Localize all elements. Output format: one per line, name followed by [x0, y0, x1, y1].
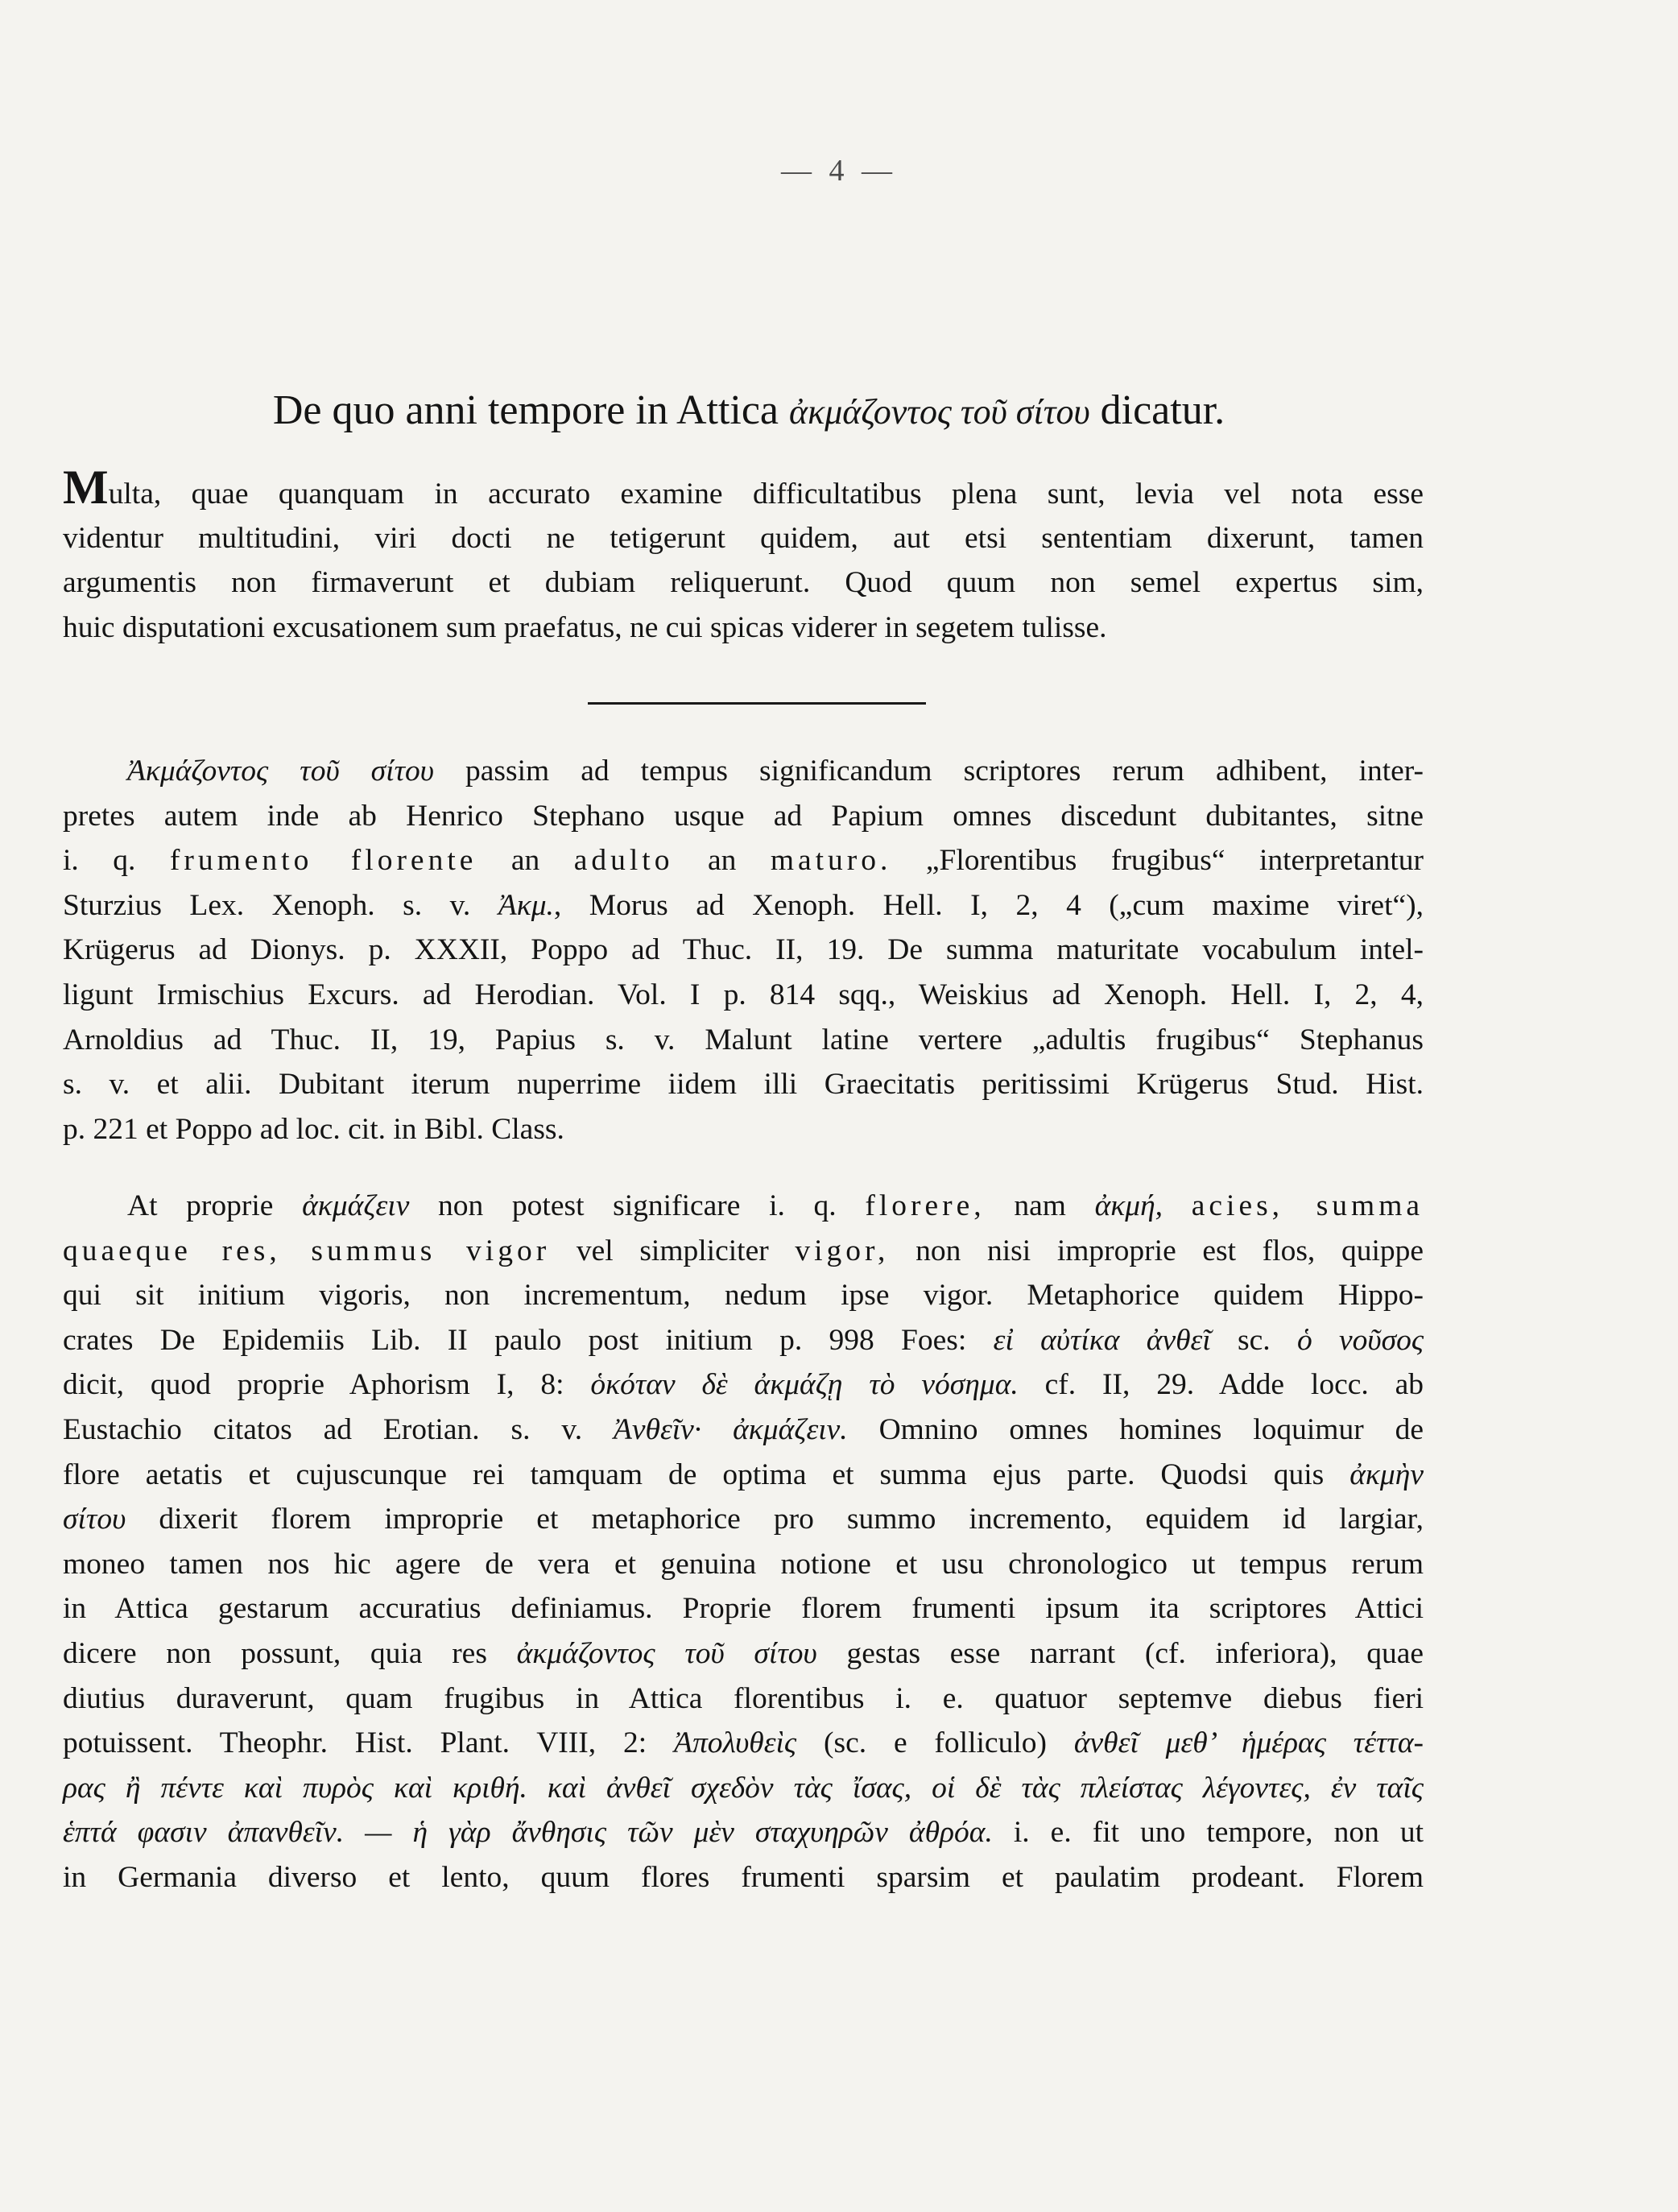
intro-paragraph — [63, 461, 1424, 650]
text-line: in Attica gestarum accuratius definiamus. Proprie florem frumenti ipsum ita scriptores Attici — [63, 1592, 1424, 1626]
section-title — [137, 385, 1361, 438]
text-line: s. v. et alii. Dubitant iterum nuperrime iidem illi Graecitatis peritissimi Krügerus Stud. Hist. — [63, 1068, 1424, 1102]
text-line: moneo tamen nos hic agere de vera et genuina notione et usu chronologico ut tempus rerum — [63, 1547, 1424, 1581]
title-suffix: dicatur. — [1100, 387, 1225, 433]
paragraph-1 — [63, 749, 1424, 1151]
text-line: Eustachio citatos ad Erotian. s. v. Ἀνθεῖν· ἀκμάζειν. Omnino omnes homines loquimur de — [63, 1412, 1424, 1446]
text-line: diutius duraverunt, quam frugibus in Attica florentibus i. e. quatuor septemve diebus fieri — [63, 1681, 1424, 1715]
text-line: videntur multitudini, viri docti ne tetigerunt quidem, aut etsi sententiam dixerunt, tamen — [63, 521, 1424, 555]
title-greek: ἀκμάζοντος τοῦ σίτου — [789, 392, 1090, 432]
text-line: quaeque res, summus vigor vel simpliciter vigor, non nisi improprie est flos, quippe — [63, 1234, 1424, 1267]
text-line: Arnoldius ad Thuc. II, 19, Papius s. v. Malunt latine vertere „adultis frugibus“ Stephanus — [63, 1023, 1424, 1056]
text-line: dicere non possunt, quia res ἀκμάζοντος τοῦ σίτου gestas esse narrant (cf. inferiora), quae — [63, 1636, 1424, 1670]
text-line: flore aetatis et cujuscunque rei tamquam de optima et summa ejus parte. Quodsi quis ἀκμὴν — [63, 1457, 1424, 1491]
text-line: i. q. frumento florente an adulto an maturo. „Florentibus frugibus“ interpretantur — [63, 844, 1424, 878]
title-prefix: De quo anni tempore in Attica — [272, 387, 779, 433]
text-line: in Germania diverso et lento, quum flores frumenti sparsim et paulatim prodeant. Florem — [63, 1860, 1424, 1894]
separator-rule — [588, 702, 926, 705]
text-line: ρας ἢ πέντε καὶ πυρὸς καὶ κριθή. καὶ ἀνθεῖ σχεδὸν τὰς ἴσας, οἱ δὲ τὰς πλείστας λέγοντες, ἐν ταῖς — [63, 1771, 1424, 1805]
text-line: Multa, quae quanquam in accurato examine difficultatibus plena sunt, levia vel nota esse — [63, 461, 1424, 514]
text-line: ligunt Irmischius Excurs. ad Herodian. Vol. I p. 814 sqq., Weiskius ad Xenoph. Hell. I, 2, 4, — [63, 978, 1424, 1011]
drop-cap: M — [63, 461, 109, 514]
text-line: Krügerus ad Dionys. p. XXXII, Poppo ad Thuc. II, 19. De summa maturitate vocabulum intel- — [63, 933, 1424, 967]
text-line: crates De Epidemiis Lib. II paulo post initium p. 998 Foes: εἰ αὐτίκα ἀνθεῖ sc. ὁ νοῦσος — [63, 1323, 1424, 1357]
text-line: p. 221 et Poppo ad loc. cit. in Bibl. Class. — [63, 1112, 564, 1146]
page-number: — 4 — — [781, 154, 897, 188]
text-line: σίτου dixerit florem improprie et metaphorice pro summo incremento, equidem id largiar, — [63, 1503, 1424, 1536]
text-line: huic disputationi excusationem sum praefatus, ne cui spicas viderer in segetem tulisse. — [63, 610, 1107, 644]
text-line: Sturzius Lex. Xenoph. s. v. Ἀκμ., Morus ad Xenoph. Hell. I, 2, 4 („cum maxime viret“), — [63, 888, 1424, 922]
text-line: At proprie ἀκμάζειν non potest significare i. q. florere, nam ἀκμή, acies, summa — [127, 1189, 1424, 1222]
text-line: argumentis non firmaverunt et dubiam reliquerunt. Quod quum non semel expertus sim, — [63, 566, 1424, 600]
text-line: dicit, quod proprie Aphorism I, 8: ὁκόταν δὲ ἀκμάζῃ τὸ νόσημα. cf. II, 29. Adde locc. ab — [63, 1368, 1424, 1402]
text-line: ἑπτά φασιν ἀπανθεῖν. — ἡ γὰρ ἄνθησις τῶν μὲν σταχυηρῶν ἀθρόα. i. e. fit uno tempore, non ut — [63, 1816, 1424, 1850]
text-line: potuissent. Theophr. Hist. Plant. VIII, 2: Ἀπολυθεὶς (sc. e folliculo) ἀνθεῖ μεθ’ ἡμέρας τέττα- — [63, 1726, 1424, 1760]
text-line: qui sit initium vigoris, non incrementum, nedum ipse vigor. Metaphorice quidem Hippo- — [63, 1279, 1424, 1313]
text-line: pretes autem inde ab Henrico Stephano usque ad Papium omnes discedunt dubitantes, sitne — [63, 799, 1424, 833]
paragraph-2 — [63, 1184, 1424, 1900]
text-line: Ἀκμάζοντος τοῦ σίτου passim ad tempus significandum scriptores rerum adhibent, inter- — [127, 755, 1424, 788]
